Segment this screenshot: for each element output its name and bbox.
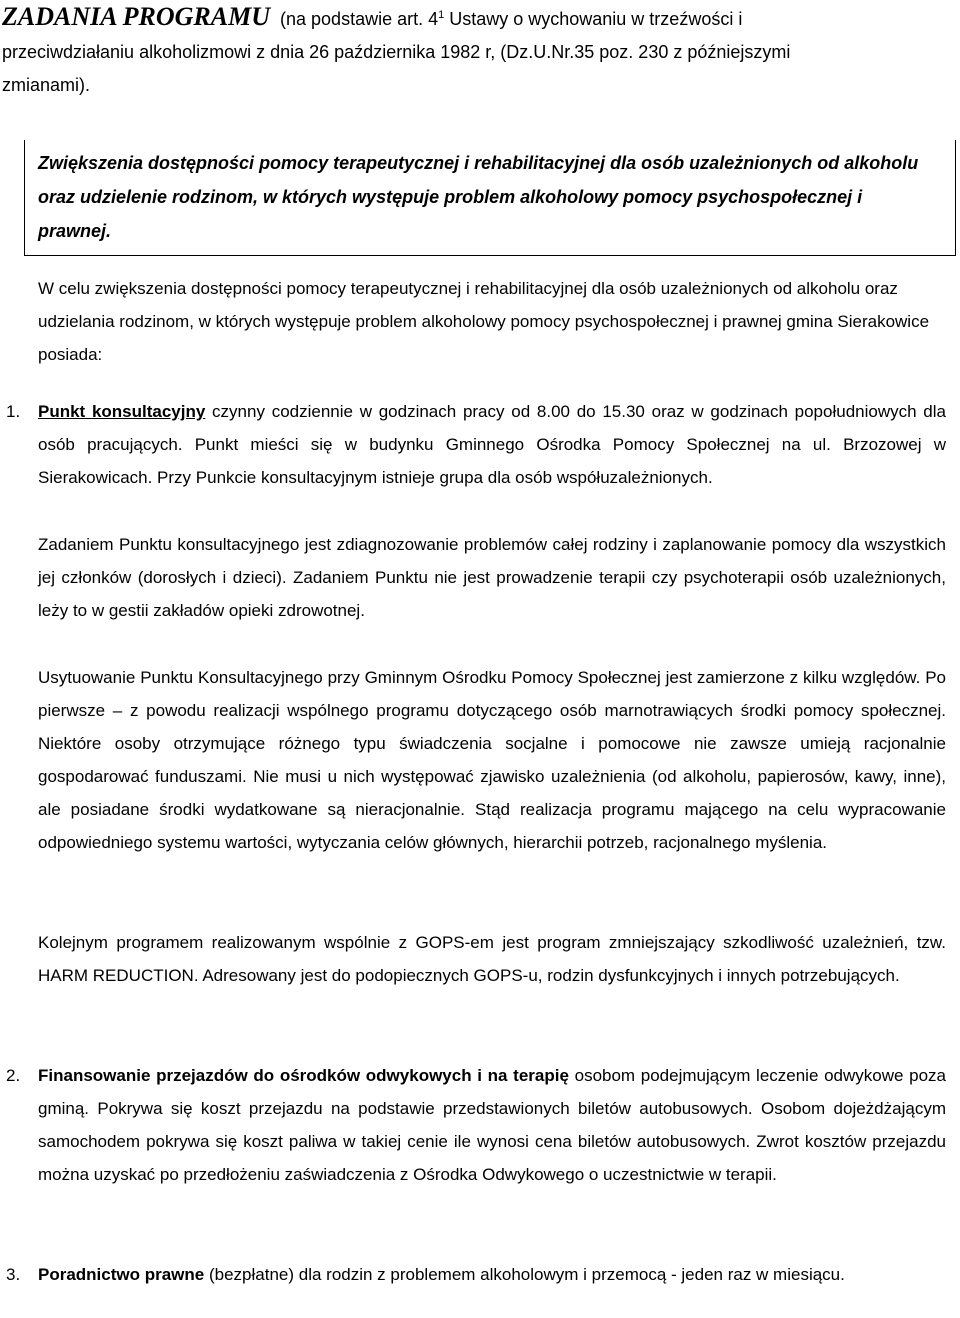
heading-superscript: 1 xyxy=(438,9,445,21)
item-2-rest: osobom podejmującym leczenie odwykowe poza gminą. Pokrywa się koszt przejazdu na podstawie przedstawionych biletów autobusowych. Osobom dojeżdżającym samochodem pokrywa się koszt paliwa w takiej cenie ile wynosi cena biletów autobusowych. Zwrot kosztów przejazdu można uzyskać po przedłożeniu zaświadczenia z Ośrodka Odwykowego o uczestnictwie w terapii. xyxy=(38,1066,947,1184)
item-3-lead: Poradnictwo prawne xyxy=(38,1265,205,1284)
heading-line1-end: Ustawy o wychowaniu w trzeźwości i xyxy=(444,9,743,29)
item-3-rest: (bezpłatne) dla rodzin z problemem alkoholowym i przemocą - jeden raz w miesiącu. xyxy=(204,1265,845,1284)
item-1-paragraph xyxy=(38,395,946,494)
heading-line2: przeciwdziałaniu alkoholizmowi z dnia 26 października 1982 r, (Dz.U.Nr.35 poz. 230 z późniejszymi xyxy=(2,42,791,62)
task-box-text: Zwiększenia dostępności pomocy terapeutycznej i rehabilitacyjnej dla osób uzależnionych od alkoholu oraz udzielenie rodzinom, w których występuje problem alkoholowy pomocy psychospołecznej i prawnej. xyxy=(38,153,919,241)
intro-paragraph: W celu zwiększenia dostępności pomocy terapeutycznej i rehabilitacyjnej dla osób uzależnionych od alkoholu oraz udzielania rodzinom, w których występuje problem alkoholowy pomocy psychospołecznej i prawnej gmina Sierakowice posiada: xyxy=(38,279,930,364)
item-1-paragraph-3: Usytuowanie Punktu Konsultacyjnego przy Gminnym Ośrodku Pomocy Społecznej jest zamierzone z kilku względów. Po pierwsze – z powodu realizacji wspólnego programu dotyczącego osób marnotrawiących środki pomocy społecznej. Niektóre osoby otrzymujące różnego typu świadczenia socjalne i pomocowe nie zawsze umieją racjonalnie gospodarować funduszami. Nie musi u nich występować zjawisko uzależnienia (od alkoholu, papierosów, kawy, inne), ale posiadane środki wydatkowane są nieracjonalnie. Stąd realizacja programu mającego na celu wypracowanie odpowiedniego systemu wartości, wytyczania celów głównych, hierarchii potrzeb, racjonalnego myślenia. xyxy=(38,668,946,852)
item-1-paragraph-4: Kolejnym programem realizowanym wspólnie z GOPS-em jest program zmniejszający szkodliwość uzależnień, tzw. HARM REDUCTION. Adresowany jest do podopiecznych GOPS-u, rodzin dysfunkcyjnych i innych potrzebujących. xyxy=(38,933,946,985)
item-2-number: 2. xyxy=(6,1066,21,1085)
item-1-rest: czynny codziennie w godzinach pracy od 8.00 do 15.30 oraz w godzinach popołudniowych dla osób pracujących. Punkt mieści się w budynku Gminnego Ośrodka Pomocy Społecznej na ul. Brzozowej w Sierakowicach. Przy Punkcie konsultacyjnym istnieje grupa dla osób współuzależnionych. xyxy=(38,402,946,487)
item-1-paragraph-2: Zadaniem Punktu konsultacyjnego jest zdiagnozowanie problemów całej rodziny i zaplanowanie pomocy dla wszystkich jej członków (dorosłych i dzieci). Zadaniem Punktu nie jest prowadzenie terapii czy psychoterapii osób uzależnionych, leży to w gestii zakładów opieki zdrowotnej. xyxy=(38,535,946,620)
item-2-lead: Finansowanie przejazdów do ośrodków odwykowych i na terapię xyxy=(38,1066,569,1085)
page-heading xyxy=(2,0,952,102)
item-1-lead: Punkt konsultacyjny xyxy=(38,402,206,421)
item-3-paragraph xyxy=(38,1258,946,1291)
item-3-number: 3. xyxy=(6,1265,21,1284)
heading-title: ZADANIA PROGRAMU xyxy=(2,2,270,31)
item-2-paragraph xyxy=(38,1059,946,1191)
heading-line1: (na podstawie art. 4 xyxy=(280,9,439,29)
item-1-number: 1. xyxy=(6,402,21,421)
heading-line3: zmianami). xyxy=(2,75,91,95)
